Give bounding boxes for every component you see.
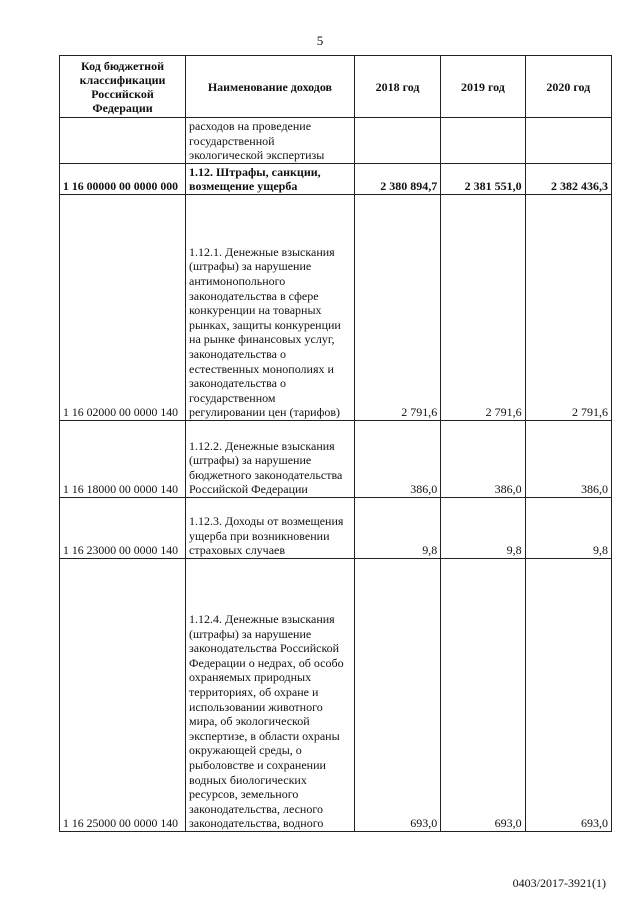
- row-code: 1 16 23000 00 0000 140: [60, 498, 186, 559]
- row-name: 1.12. Штрафы, санкции, возмещение ущерба: [186, 164, 355, 195]
- row-name: 1.12.1. Денежные взыскания (штрафы) за нарушение антимонопольного законодательства в сфере конкуренции на товарных рынках, защиты конкуренции на рынке финансовых услуг, законодательства о естественных монополиях и законодательства о государственном регулировании цен (тарифов): [186, 195, 355, 421]
- row-value-2020: 2 382 436,3: [525, 164, 611, 195]
- row-value-2020: 2 791,6: [525, 195, 611, 421]
- row-value-2019: 693,0: [441, 559, 525, 832]
- row-value-2018: 693,0: [354, 559, 440, 832]
- header-name: Наименование доходов: [186, 56, 355, 118]
- header-2020: 2020 год: [525, 56, 611, 118]
- table-header-row: [60, 56, 612, 118]
- revenue-table: [59, 55, 612, 832]
- row-code: 1 16 25000 00 0000 140: [60, 559, 186, 832]
- row-code: [60, 118, 186, 164]
- page-number: 5: [316, 33, 324, 48]
- table-row: [60, 559, 612, 832]
- header-code: Код бюджетной классификации Российской Федерации: [60, 56, 186, 118]
- row-value-2018: 386,0: [354, 421, 440, 498]
- row-value-2019: 2 381 551,0: [441, 164, 525, 195]
- table-row-section-total: [60, 164, 612, 195]
- table-row: [60, 498, 612, 559]
- row-value-2020: [525, 118, 611, 164]
- row-name: 1.12.2. Денежные взыскания (штрафы) за нарушение бюджетного законодательства Российской Федерации: [186, 421, 355, 498]
- table-row: [60, 195, 612, 421]
- row-value-2020: 693,0: [525, 559, 611, 832]
- document-registration-code: 0403/2017-3921(1): [512, 876, 606, 890]
- row-value-2018: 2 791,6: [354, 195, 440, 421]
- row-value-2018: [354, 118, 440, 164]
- row-value-2020: 386,0: [525, 421, 611, 498]
- row-value-2019: 386,0: [441, 421, 525, 498]
- row-name: расходов на проведение государственной экологической экспертизы: [186, 118, 355, 164]
- table-row: [60, 118, 612, 164]
- row-value-2019: 9,8: [441, 498, 525, 559]
- row-value-2018: 9,8: [354, 498, 440, 559]
- header-2018: 2018 год: [354, 56, 440, 118]
- row-value-2019: [441, 118, 525, 164]
- row-code: 1 16 02000 00 0000 140: [60, 195, 186, 421]
- header-2019: 2019 год: [441, 56, 525, 118]
- row-name: 1.12.4. Денежные взыскания (штрафы) за нарушение законодательства Российской Федерации о недрах, об особо охраняемых природных территориях, об охране и использовании животного мира, об экологической экспертизе, в области охраны окружающей среды, о рыболовстве и сохранении водных биологических ресурсов, земельного законодательства, лесного законодательства, водного: [186, 559, 355, 832]
- row-name: 1.12.3. Доходы от возмещения ущерба при возникновении страховых случаев: [186, 498, 355, 559]
- table-row: [60, 421, 612, 498]
- row-value-2020: 9,8: [525, 498, 611, 559]
- row-value-2018: 2 380 894,7: [354, 164, 440, 195]
- row-code: 1 16 00000 00 0000 000: [60, 164, 186, 195]
- row-value-2019: 2 791,6: [441, 195, 525, 421]
- row-code: 1 16 18000 00 0000 140: [60, 421, 186, 498]
